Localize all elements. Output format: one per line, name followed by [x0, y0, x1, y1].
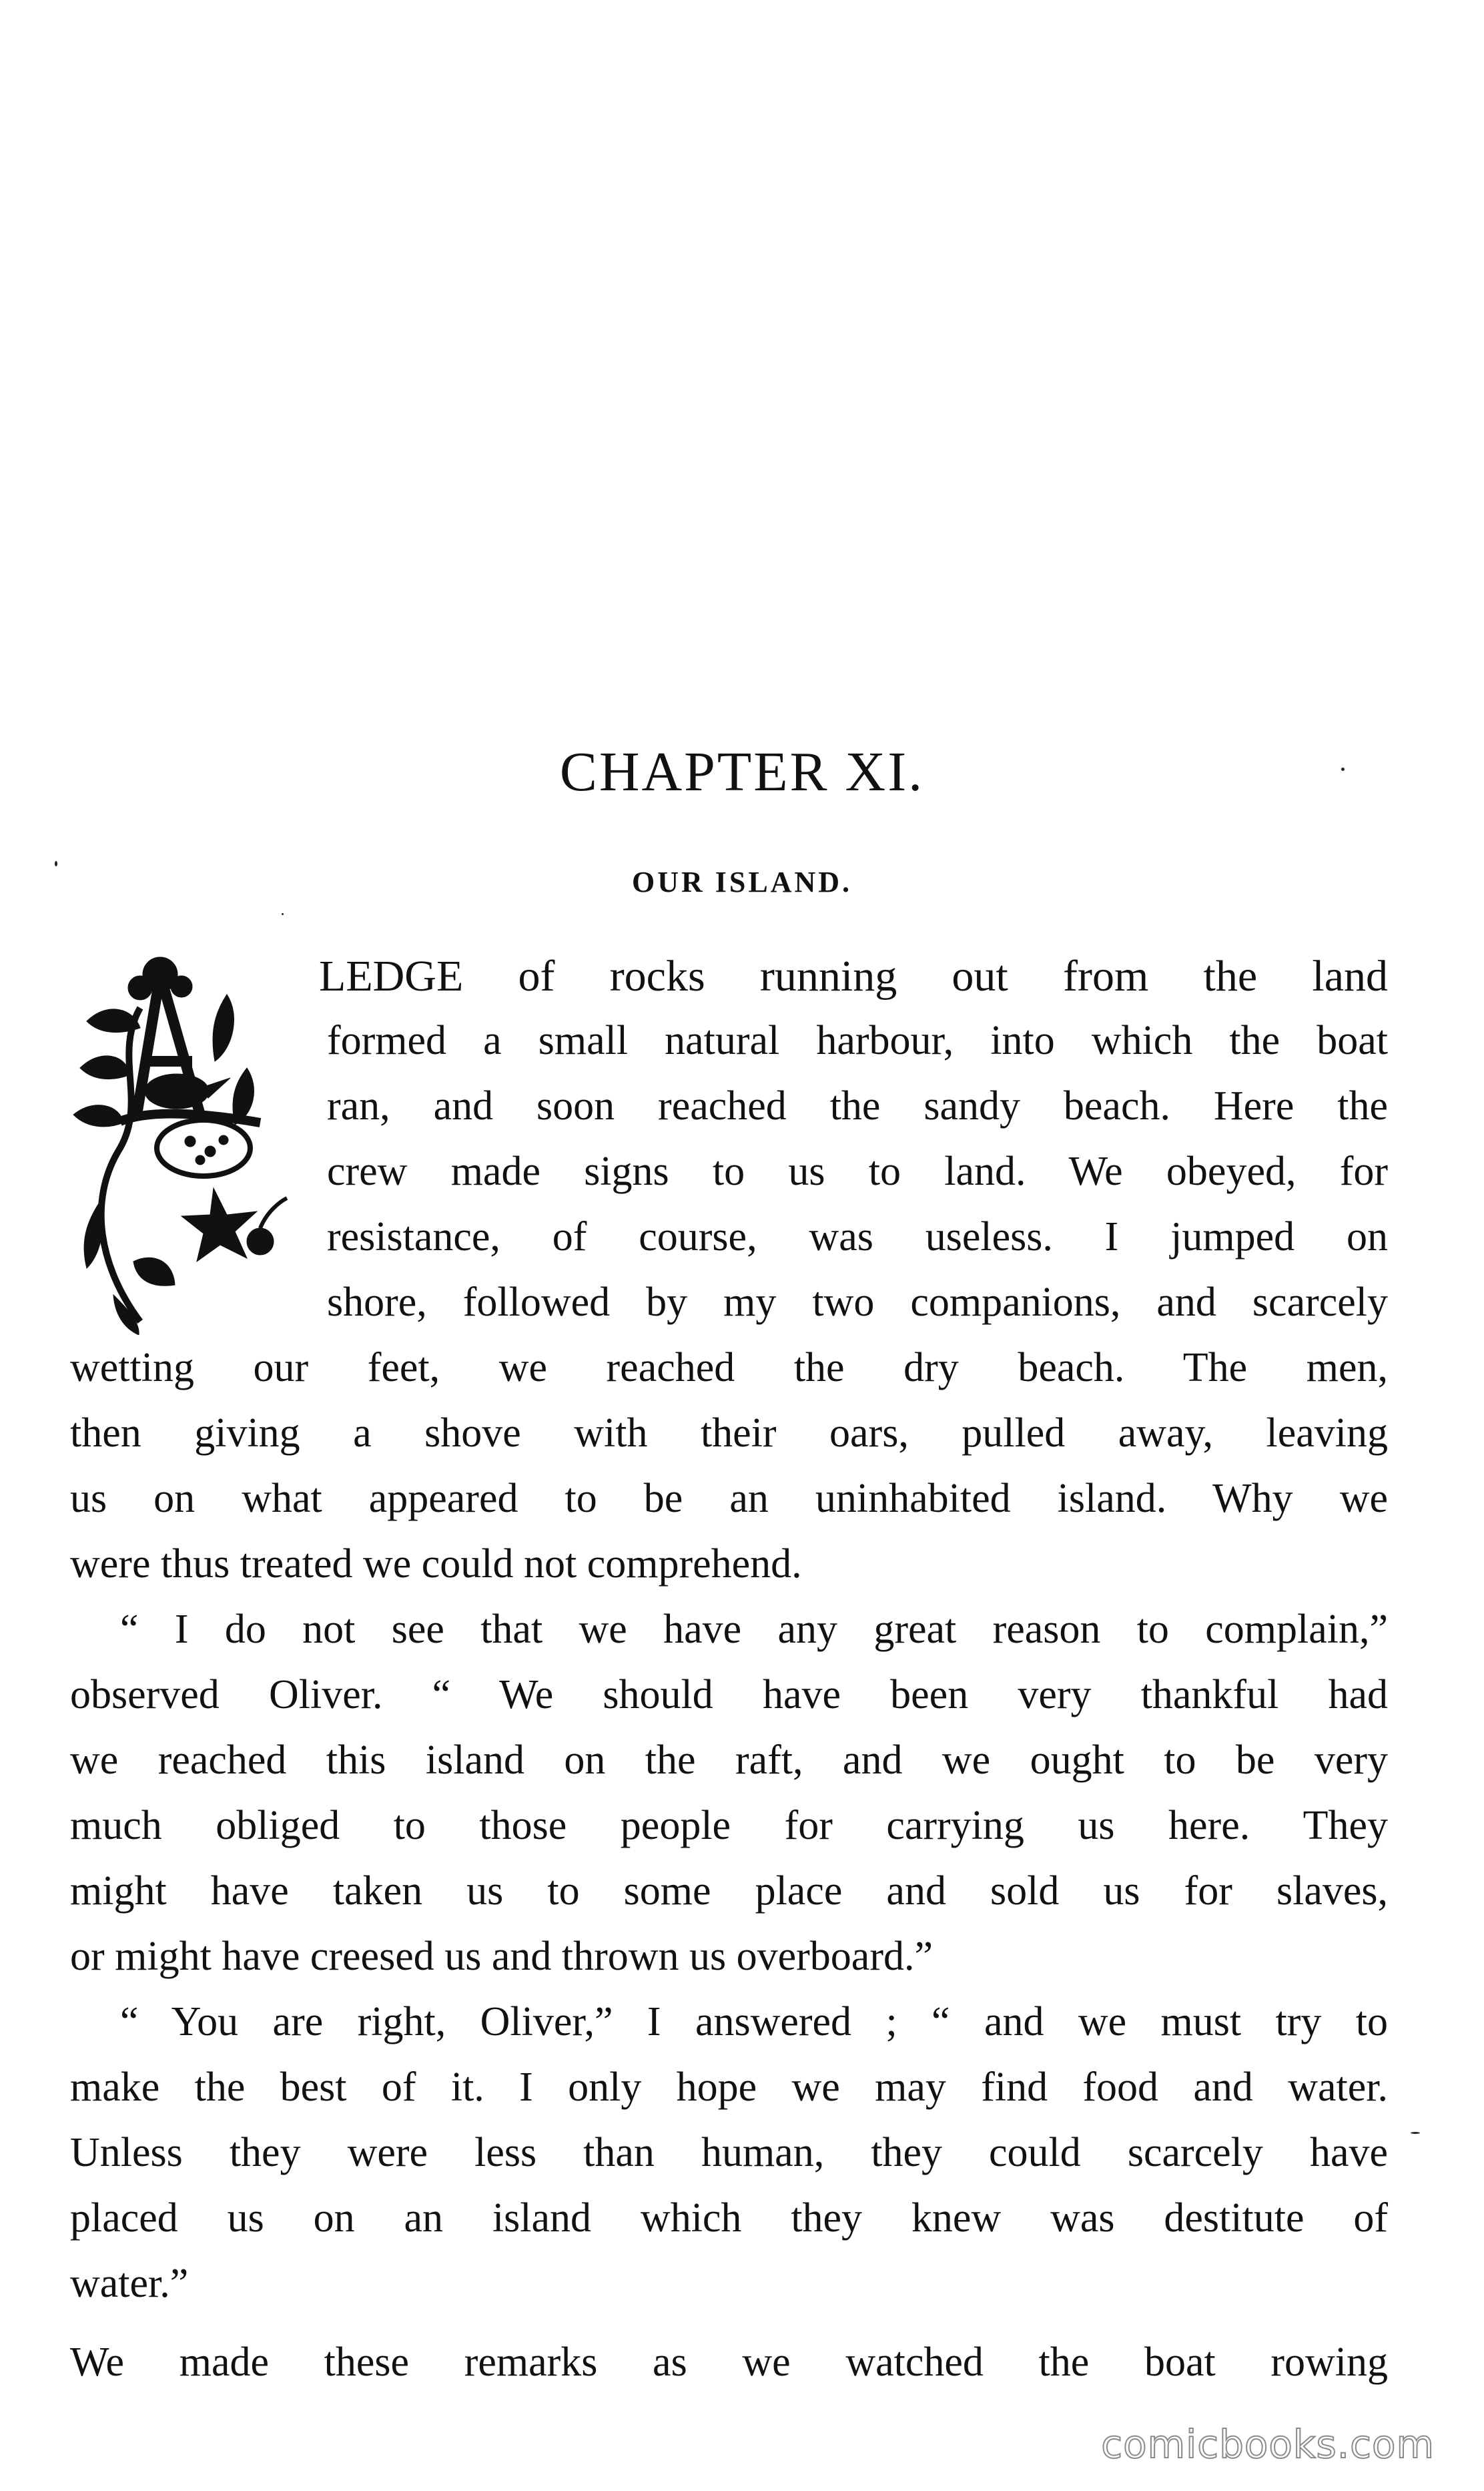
text-line: much obliged to those people for carrying us here. They [70, 1803, 1388, 1848]
text-line: then giving a shove with their oars, pulled away, leaving [70, 1410, 1388, 1456]
text-line: ran, and soon reached the sandy beach. Here the [327, 1083, 1388, 1129]
text-line: “ You are right, Oliver,” I answered ; “ and we must try to [120, 1999, 1388, 2044]
ornamental-initial-a-icon [60, 948, 300, 1335]
text-line: Unless they were less than human, they could scarcely have [70, 2130, 1388, 2175]
text-line: shore, followed by my two companions, and scarcely [327, 1280, 1388, 1325]
scan-speck [55, 861, 57, 866]
chapter-subtitle: OUR ISLAND. [631, 866, 853, 898]
text-line: us on what appeared to be an uninhabited island. Why we [70, 1476, 1388, 1521]
text-line: might have taken us to some place and sold us for slaves, [70, 1868, 1388, 1914]
text-line: water.” [70, 2261, 189, 2306]
text-line: We made these remarks as we watched the boat rowing [70, 2339, 1388, 2385]
watermark: comicbooks.com [1101, 2422, 1435, 2467]
text-line: resistance, of course, was useless. I jumped on [327, 1214, 1388, 1260]
scan-speck [282, 913, 284, 915]
text-line: LEDGE of rocks running out from the land [319, 952, 1388, 1001]
text-line: “ I do not see that we have any great reason to complain,” [120, 1607, 1388, 1652]
scan-speck [1411, 2132, 1420, 2134]
text-line: were thus treated we could not comprehend. [70, 1541, 802, 1587]
chapter-title: CHAPTER XI. [559, 741, 925, 803]
text-line: observed Oliver. “ We should have been very thankful had [70, 1672, 1388, 1717]
text-line: we reached this island on the raft, and we ought to be very [70, 1737, 1388, 1783]
scan-speck [1341, 768, 1345, 771]
text-line: or might have creesed us and thrown us overboard.” [70, 1934, 933, 1979]
text-line: wetting our feet, we reached the dry beach. The men, [70, 1345, 1388, 1390]
text-line: make the best of it. I only hope we may find food and water. [70, 2064, 1388, 2110]
text-line: placed us on an island which they knew was destitute of [70, 2195, 1388, 2241]
text-line: crew made signs to us to land. We obeyed, for [327, 1149, 1388, 1194]
text-line: formed a small natural harbour, into which the boat [327, 1018, 1388, 1063]
